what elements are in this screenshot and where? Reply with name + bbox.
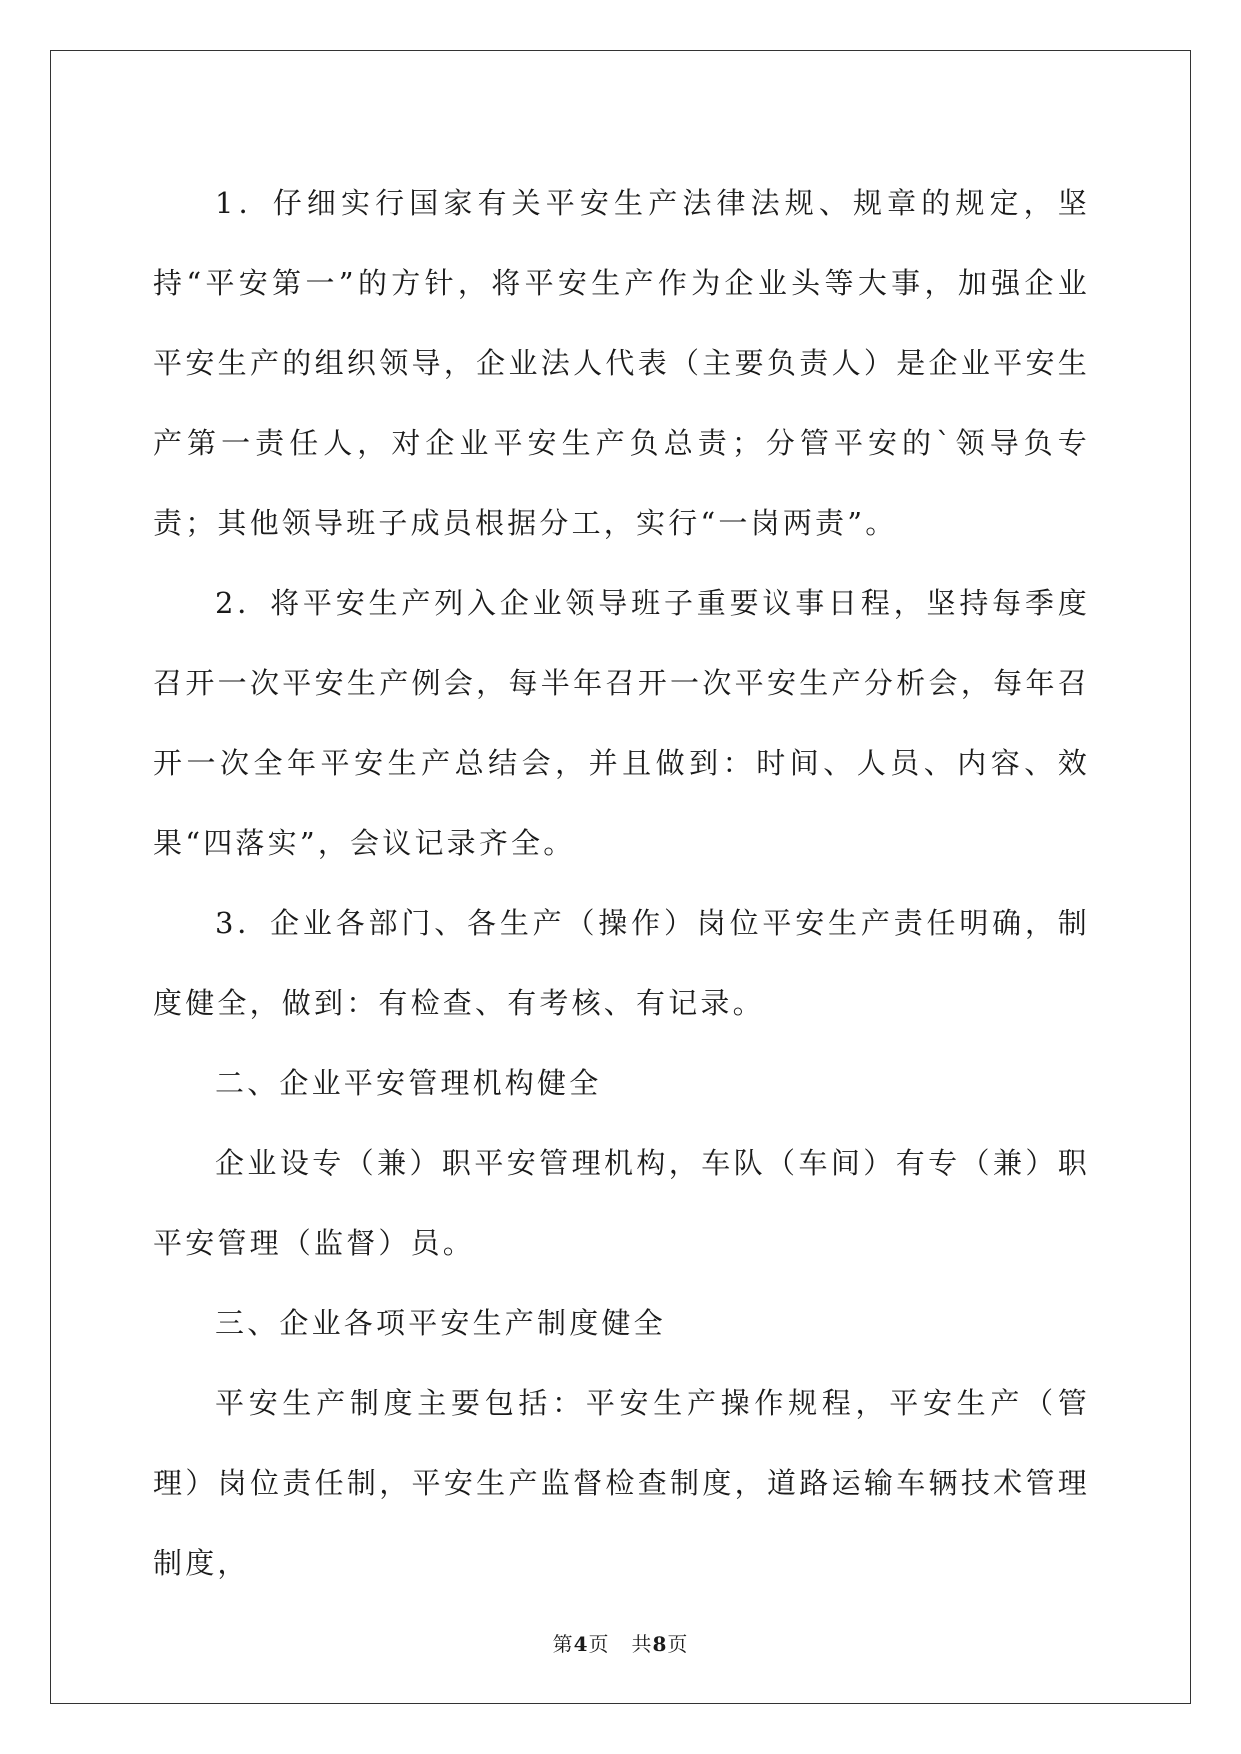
page-footer <box>0 1628 1241 1657</box>
section-heading-3: 三、企业各项平安生产制度健全 <box>215 1306 666 1340</box>
page-prefix: 第 <box>552 1632 574 1656</box>
page-suffix: 页 <box>588 1632 610 1656</box>
paragraph-3: 3．企业各部门、各生产（操作）岗位平安生产责任明确，制度健全，做到：有检查、有考核、有记录。 <box>153 906 1090 1020</box>
paragraph-1: 1．仔细实行国家有关平安生产法律法规、规章的规定，坚持“平安第一”的方针，将平安生产作为企业头等大事，加强企业平安生产的组织领导，企业法人代表（主要负责人）是企业平安生产第一责任人，对企业平安生产负总责；分管平安的`领导负专责；其他领导班子成员根据分工，实行“一岗两责”。 <box>153 186 1090 540</box>
total-suffix: 页 <box>667 1632 689 1656</box>
total-prefix: 共 <box>631 1632 653 1656</box>
paragraph-2: 2．将平安生产列入企业领导班子重要议事日程，坚持每季度召开一次平安生产例会，每半年召开一次平安生产分析会，每年召开一次全年平安生产总结会，并且做到：时间、人员、内容、效果“四落实”，会议记录齐全。 <box>153 586 1090 860</box>
current-page-number: 4 <box>573 1632 589 1656</box>
paragraph-5: 平安生产制度主要包括：平安生产操作规程，平安生产（管理）岗位责任制，平安生产监督检查制度，道路运输车辆技术管理制度， <box>153 1386 1090 1580</box>
document-body <box>153 163 1090 1603</box>
paragraph-4: 企业设专（兼）职平安管理机构，车队（车间）有专（兼）职平安管理（监督）员。 <box>153 1146 1090 1260</box>
total-page-number: 8 <box>652 1632 668 1656</box>
section-heading-2: 二、企业平安管理机构健全 <box>215 1066 602 1100</box>
